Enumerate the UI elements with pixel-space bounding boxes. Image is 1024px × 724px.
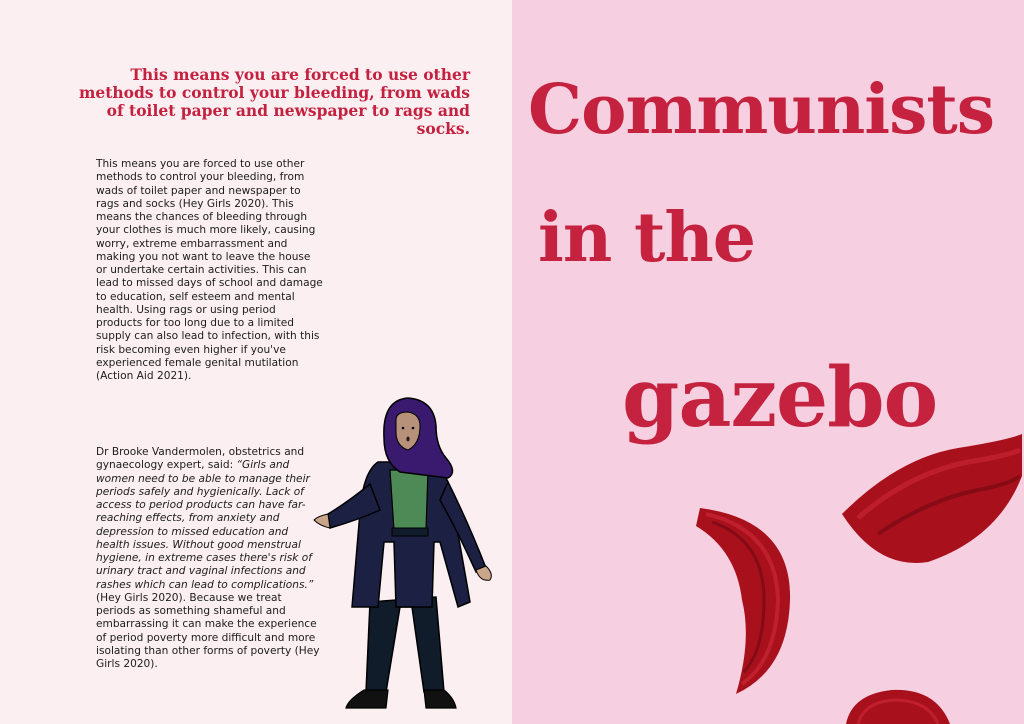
- paint-stroke-bottom: [842, 686, 952, 724]
- body-paragraph-1: This means you are forced to use other methods to control your bleeding, from wads of toilet paper and newspaper to rags and socks (Hey Girls 2020). This means the chances of bleeding through your clothes is much more likely, causing worry, extreme embarrassment and making you not want to leave the house or undertake certain activities. This can lead to missed days of school and damage to education, self esteem and mental health. Using rags or using period products for too long due to a limited supply can also lead to infection, with this risk becoming even higher if you've experienced female genital mutilation (Action Aid 2021).: [96, 158, 323, 382]
- paint-stroke-left: [692, 500, 796, 696]
- body-paragraph-2: [96, 446, 324, 671]
- expert-quote: “Girls and women need to be able to manage their periods safely and hygienically. Lack of access to period products can have far-reaching effects, from anxiety and depression to missed education and health issues. Without good menstrual hygiene, in extreme cases there's risk of urinary tract and vaginal infections and rashes which can lead to complications.”: [96, 459, 314, 591]
- right-page: [512, 0, 1024, 724]
- headline-line-2: in the: [538, 198, 756, 278]
- headline-line-1: Communists: [528, 70, 995, 150]
- headline-line-3: gazebo: [622, 350, 938, 446]
- hijab-woman-illustration: [308, 392, 508, 714]
- pull-quote: This means you are forced to use other methods to control your bleeding, from wads of toilet paper and newspaper to rags and socks.: [78, 65, 470, 138]
- paragraph-2-intro: Dr Brooke Vandermolen, obstetrics and gynaecology expert, said:: [96, 446, 305, 472]
- paragraph-2-outro: (Hey Girls 2020). Because we treat periods as something shameful and embarrassing it can make the experience of period poverty more difficult and more isolating than other forms of poverty (Hey Girls 2020).: [96, 591, 320, 670]
- paint-stroke-top-right: [838, 430, 1024, 570]
